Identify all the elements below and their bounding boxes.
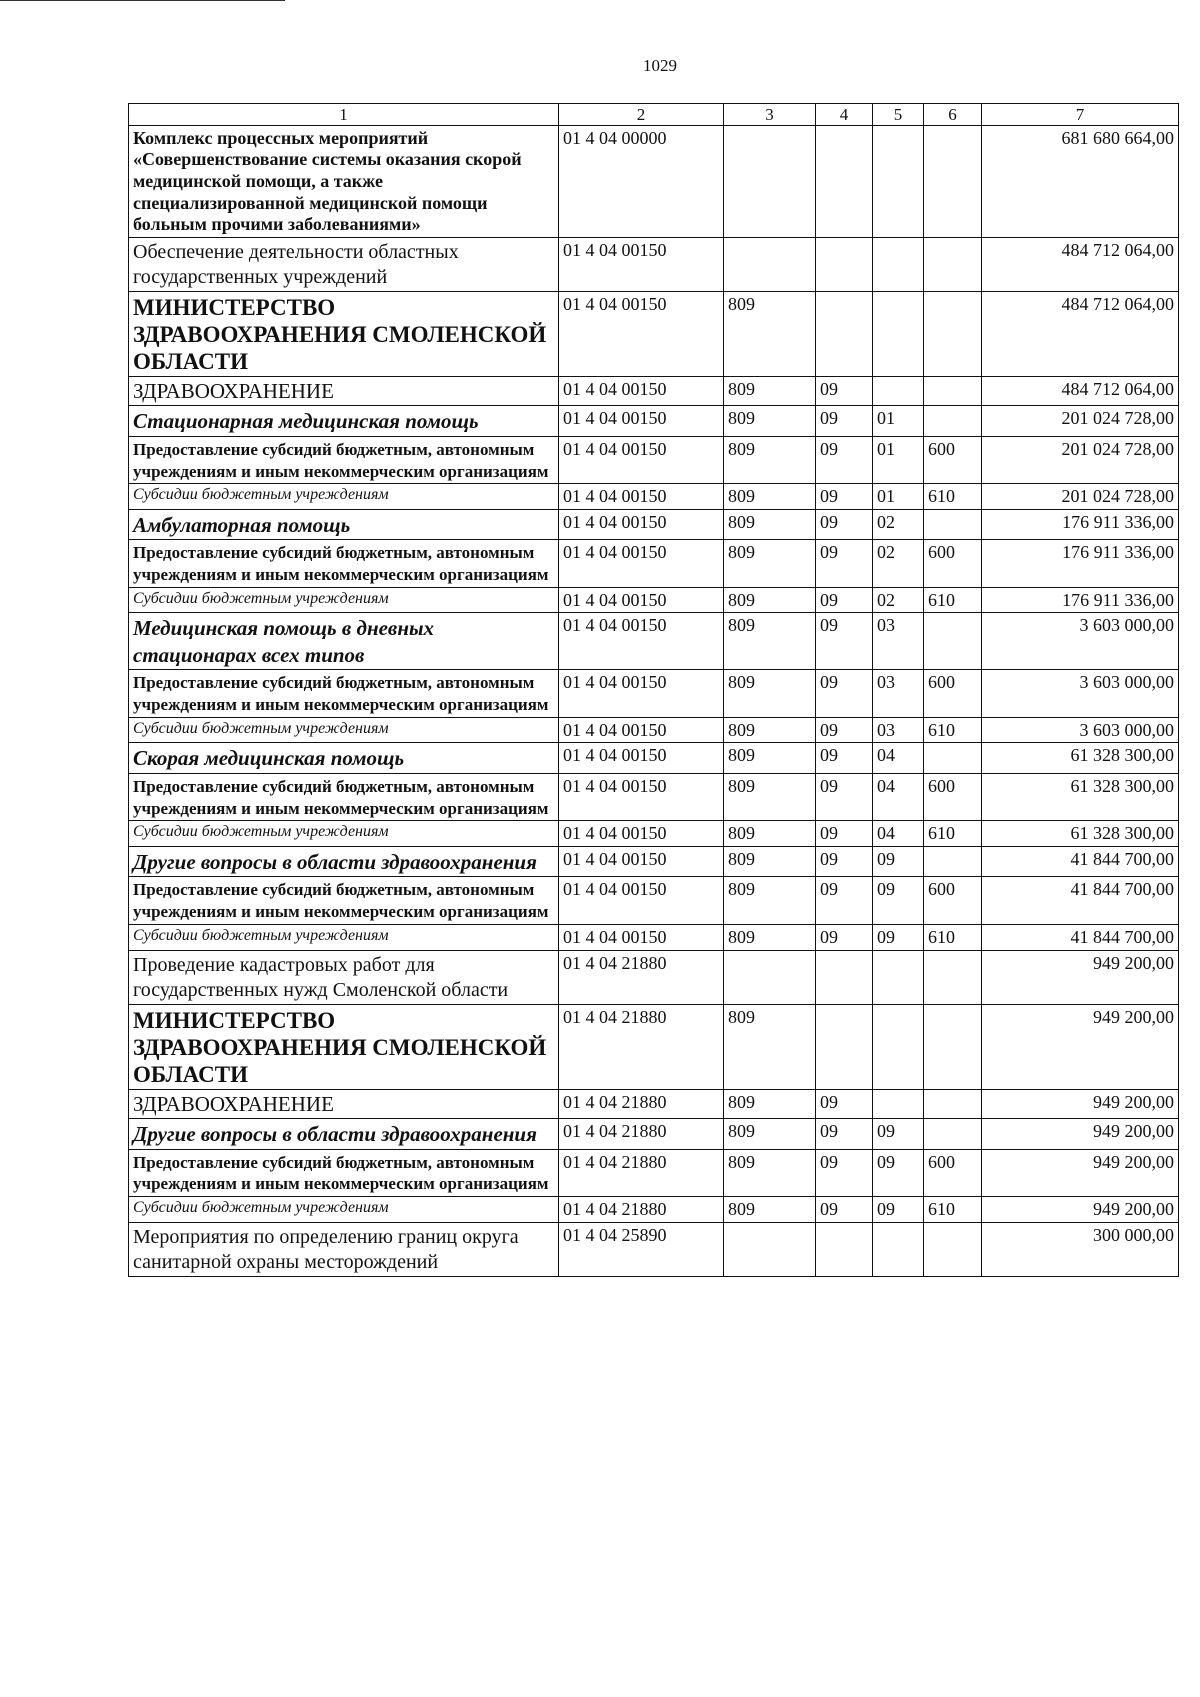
ministry-code-cell: [724, 950, 816, 1004]
name-cell: МИНИСТЕРСТВО ЗДРАВООХРАНЕНИЯ СМОЛЕНСКОЙ ОБЛАСТИ: [129, 291, 559, 376]
section-code-cell: 09: [816, 877, 873, 925]
subsection-code-cell: 03: [873, 717, 924, 743]
subsection-code-cell: 09: [873, 1197, 924, 1223]
subsection-code-cell: [873, 291, 924, 376]
name-cell: Субсидии бюджетным учреждениям: [129, 821, 559, 847]
table-row: [129, 877, 1179, 925]
amount-cell: 41 844 700,00: [982, 877, 1179, 925]
target-article-cell: 01 4 04 00150: [559, 670, 724, 718]
name-cell: Другие вопросы в области здравоохранения: [129, 847, 559, 877]
amount-cell: 61 328 300,00: [982, 743, 1179, 773]
ministry-code-cell: [724, 237, 816, 291]
section-code-cell: [816, 291, 873, 376]
subsection-code-cell: 03: [873, 670, 924, 718]
header-cell-1: 1: [129, 104, 559, 126]
section-code-cell: 09: [816, 1089, 873, 1118]
table-row: [129, 773, 1179, 821]
amount-cell: 484 712 064,00: [982, 237, 1179, 291]
target-article-cell: 01 4 04 00150: [559, 924, 724, 950]
ministry-code-cell: [724, 1222, 816, 1276]
amount-cell: 949 200,00: [982, 1119, 1179, 1149]
amount-cell: 949 200,00: [982, 1149, 1179, 1197]
name-cell: ЗДРАВООХРАНЕНИЕ: [129, 377, 559, 406]
subsection-code-cell: 09: [873, 847, 924, 877]
name-cell: Медицинская помощь в дневных стационарах всех типов: [129, 613, 559, 670]
amount-cell: 681 680 664,00: [982, 125, 1179, 237]
table-row: [129, 509, 1179, 539]
amount-cell: 949 200,00: [982, 1004, 1179, 1089]
ministry-code-cell: 809: [724, 821, 816, 847]
target-article-cell: 01 4 04 21880: [559, 950, 724, 1004]
ministry-code-cell: 809: [724, 877, 816, 925]
table-row: [129, 484, 1179, 510]
table-row: [129, 1149, 1179, 1197]
table-row: [129, 125, 1179, 237]
table-row: [129, 924, 1179, 950]
ministry-code-cell: 809: [724, 1119, 816, 1149]
section-code-cell: 09: [816, 847, 873, 877]
table-row: [129, 436, 1179, 484]
target-article-cell: 01 4 04 21880: [559, 1197, 724, 1223]
table-row: [129, 950, 1179, 1004]
expense-type-cell: 610: [924, 717, 982, 743]
section-code-cell: 09: [816, 821, 873, 847]
table-row: [129, 670, 1179, 718]
target-article-cell: 01 4 04 00150: [559, 743, 724, 773]
subsection-code-cell: 01: [873, 436, 924, 484]
section-code-cell: [816, 1222, 873, 1276]
expense-type-cell: [924, 237, 982, 291]
expense-type-cell: [924, 1004, 982, 1089]
table-row: [129, 613, 1179, 670]
ministry-code-cell: 809: [724, 717, 816, 743]
section-code-cell: 09: [816, 540, 873, 588]
ministry-code-cell: 809: [724, 1089, 816, 1118]
target-article-cell: 01 4 04 00000: [559, 125, 724, 237]
expense-type-cell: 600: [924, 877, 982, 925]
ministry-code-cell: 809: [724, 773, 816, 821]
expense-type-cell: 600: [924, 540, 982, 588]
target-article-cell: 01 4 04 00150: [559, 509, 724, 539]
budget-table: [128, 103, 1179, 1277]
target-article-cell: 01 4 04 21880: [559, 1004, 724, 1089]
section-code-cell: 09: [816, 924, 873, 950]
expense-type-cell: [924, 1119, 982, 1149]
subsection-code-cell: [873, 1222, 924, 1276]
ministry-code-cell: 809: [724, 540, 816, 588]
section-code-cell: 09: [816, 406, 873, 436]
name-cell: Субсидии бюджетным учреждениям: [129, 1197, 559, 1223]
section-code-cell: 09: [816, 1197, 873, 1223]
table-row: [129, 847, 1179, 877]
target-article-cell: 01 4 04 21880: [559, 1149, 724, 1197]
name-cell: Проведение кадастровых работ для государственных нужд Смоленской области: [129, 950, 559, 1004]
expense-type-cell: [924, 509, 982, 539]
page-number: 1029: [643, 56, 677, 75]
subsection-code-cell: [873, 237, 924, 291]
ministry-code-cell: 809: [724, 1197, 816, 1223]
target-article-cell: 01 4 04 00150: [559, 877, 724, 925]
header-row: [129, 104, 1179, 126]
target-article-cell: 01 4 04 00150: [559, 291, 724, 376]
ministry-code-cell: 809: [724, 743, 816, 773]
subsection-code-cell: [873, 377, 924, 406]
name-cell: МИНИСТЕРСТВО ЗДРАВООХРАНЕНИЯ СМОЛЕНСКОЙ ОБЛАСТИ: [129, 1004, 559, 1089]
subsection-code-cell: 04: [873, 773, 924, 821]
header-cell-7: 7: [982, 104, 1179, 126]
table-body: [129, 104, 1179, 1277]
section-code-cell: [816, 1004, 873, 1089]
section-code-cell: 09: [816, 587, 873, 613]
section-code-cell: 09: [816, 670, 873, 718]
name-cell: Субсидии бюджетным учреждениям: [129, 587, 559, 613]
ministry-code-cell: 809: [724, 436, 816, 484]
amount-cell: 949 200,00: [982, 1197, 1179, 1223]
scan-corner-line: [0, 0, 285, 1]
name-cell: Комплекс процессных мероприятий «Совершенствование системы оказания скорой медицинской помощи, а также специализированной медицинской помощи больным прочими заболеваниями»: [129, 125, 559, 237]
expense-type-cell: 610: [924, 587, 982, 613]
subsection-code-cell: 02: [873, 540, 924, 588]
expense-type-cell: 600: [924, 436, 982, 484]
target-article-cell: 01 4 04 00150: [559, 613, 724, 670]
header-cell-5: 5: [873, 104, 924, 126]
expense-type-cell: 600: [924, 1149, 982, 1197]
ministry-code-cell: 809: [724, 613, 816, 670]
target-article-cell: 01 4 04 00150: [559, 540, 724, 588]
table-row: [129, 717, 1179, 743]
target-article-cell: 01 4 04 00150: [559, 237, 724, 291]
header-cell-6: 6: [924, 104, 982, 126]
section-code-cell: 09: [816, 436, 873, 484]
name-cell: Субсидии бюджетным учреждениям: [129, 484, 559, 510]
name-cell: Другие вопросы в области здравоохранения: [129, 1119, 559, 1149]
section-code-cell: 09: [816, 743, 873, 773]
name-cell: Предоставление субсидий бюджетным, автономным учреждениям и иным некоммерческим организациям: [129, 1149, 559, 1197]
name-cell: Стационарная медицинская помощь: [129, 406, 559, 436]
subsection-code-cell: 02: [873, 509, 924, 539]
section-code-cell: [816, 237, 873, 291]
section-code-cell: 09: [816, 1119, 873, 1149]
expense-type-cell: 600: [924, 773, 982, 821]
expense-type-cell: [924, 125, 982, 237]
expense-type-cell: [924, 377, 982, 406]
ministry-code-cell: [724, 125, 816, 237]
section-code-cell: [816, 125, 873, 237]
target-article-cell: 01 4 04 00150: [559, 406, 724, 436]
section-code-cell: 09: [816, 484, 873, 510]
amount-cell: 201 024 728,00: [982, 484, 1179, 510]
table-row: [129, 237, 1179, 291]
name-cell: Предоставление субсидий бюджетным, автономным учреждениям и иным некоммерческим организациям: [129, 540, 559, 588]
target-article-cell: 01 4 04 21880: [559, 1089, 724, 1118]
header-cell-2: 2: [559, 104, 724, 126]
target-article-cell: 01 4 04 00150: [559, 717, 724, 743]
expense-type-cell: [924, 847, 982, 877]
ministry-code-cell: 809: [724, 291, 816, 376]
target-article-cell: 01 4 04 00150: [559, 377, 724, 406]
amount-cell: 201 024 728,00: [982, 436, 1179, 484]
name-cell: Предоставление субсидий бюджетным, автономным учреждениям и иным некоммерческим организациям: [129, 773, 559, 821]
table-row: [129, 377, 1179, 406]
amount-cell: 3 603 000,00: [982, 613, 1179, 670]
header-cell-4: 4: [816, 104, 873, 126]
subsection-code-cell: [873, 950, 924, 1004]
table-row: [129, 1222, 1179, 1276]
amount-cell: 949 200,00: [982, 1089, 1179, 1118]
expense-type-cell: [924, 291, 982, 376]
target-article-cell: 01 4 04 00150: [559, 587, 724, 613]
section-code-cell: 09: [816, 377, 873, 406]
subsection-code-cell: 09: [873, 1149, 924, 1197]
ministry-code-cell: 809: [724, 847, 816, 877]
table-row: [129, 1004, 1179, 1089]
amount-cell: 176 911 336,00: [982, 540, 1179, 588]
ministry-code-cell: 809: [724, 484, 816, 510]
section-code-cell: 09: [816, 509, 873, 539]
name-cell: Субсидии бюджетным учреждениям: [129, 717, 559, 743]
ministry-code-cell: 809: [724, 406, 816, 436]
name-cell: Предоставление субсидий бюджетным, автономным учреждениям и иным некоммерческим организациям: [129, 877, 559, 925]
ministry-code-cell: 809: [724, 1149, 816, 1197]
amount-cell: 176 911 336,00: [982, 509, 1179, 539]
ministry-code-cell: 809: [724, 670, 816, 718]
subsection-code-cell: 01: [873, 406, 924, 436]
amount-cell: 176 911 336,00: [982, 587, 1179, 613]
amount-cell: 300 000,00: [982, 1222, 1179, 1276]
subsection-code-cell: 02: [873, 587, 924, 613]
amount-cell: 3 603 000,00: [982, 670, 1179, 718]
ministry-code-cell: 809: [724, 1004, 816, 1089]
subsection-code-cell: [873, 1004, 924, 1089]
section-code-cell: 09: [816, 1149, 873, 1197]
table-row: [129, 1197, 1179, 1223]
table-row: [129, 821, 1179, 847]
target-article-cell: 01 4 04 00150: [559, 821, 724, 847]
amount-cell: 484 712 064,00: [982, 291, 1179, 376]
name-cell: Амбулаторная помощь: [129, 509, 559, 539]
expense-type-cell: [924, 743, 982, 773]
subsection-code-cell: 04: [873, 743, 924, 773]
table-row: [129, 540, 1179, 588]
subsection-code-cell: [873, 1089, 924, 1118]
table-row: [129, 1089, 1179, 1118]
header-cell-3: 3: [724, 104, 816, 126]
expense-type-cell: 610: [924, 484, 982, 510]
subsection-code-cell: 09: [873, 924, 924, 950]
name-cell: Мероприятия по определению границ округа санитарной охраны месторождений: [129, 1222, 559, 1276]
amount-cell: 61 328 300,00: [982, 773, 1179, 821]
amount-cell: 484 712 064,00: [982, 377, 1179, 406]
expense-type-cell: 610: [924, 1197, 982, 1223]
target-article-cell: 01 4 04 00150: [559, 847, 724, 877]
expense-type-cell: [924, 613, 982, 670]
subsection-code-cell: 04: [873, 821, 924, 847]
expense-type-cell: 610: [924, 821, 982, 847]
target-article-cell: 01 4 04 00150: [559, 484, 724, 510]
section-code-cell: [816, 950, 873, 1004]
table-row: [129, 291, 1179, 376]
table-row: [129, 587, 1179, 613]
name-cell: Скорая медицинская помощь: [129, 743, 559, 773]
ministry-code-cell: 809: [724, 587, 816, 613]
name-cell: Обеспечение деятельности областных государственных учреждений: [129, 237, 559, 291]
expense-type-cell: [924, 1222, 982, 1276]
table-row: [129, 743, 1179, 773]
amount-cell: 61 328 300,00: [982, 821, 1179, 847]
name-cell: ЗДРАВООХРАНЕНИЕ: [129, 1089, 559, 1118]
ministry-code-cell: 809: [724, 377, 816, 406]
expense-type-cell: [924, 406, 982, 436]
expense-type-cell: 600: [924, 670, 982, 718]
amount-cell: 41 844 700,00: [982, 924, 1179, 950]
section-code-cell: 09: [816, 717, 873, 743]
subsection-code-cell: [873, 125, 924, 237]
expense-type-cell: 610: [924, 924, 982, 950]
amount-cell: 41 844 700,00: [982, 847, 1179, 877]
target-article-cell: 01 4 04 00150: [559, 436, 724, 484]
ministry-code-cell: 809: [724, 924, 816, 950]
expense-type-cell: [924, 950, 982, 1004]
name-cell: Предоставление субсидий бюджетным, автономным учреждениям и иным некоммерческим организациям: [129, 670, 559, 718]
table-row: [129, 406, 1179, 436]
name-cell: Предоставление субсидий бюджетным, автономным учреждениям и иным некоммерческим организациям: [129, 436, 559, 484]
subsection-code-cell: 09: [873, 1119, 924, 1149]
name-cell: Субсидии бюджетным учреждениям: [129, 924, 559, 950]
ministry-code-cell: 809: [724, 509, 816, 539]
target-article-cell: 01 4 04 21880: [559, 1119, 724, 1149]
table-row: [129, 1119, 1179, 1149]
section-code-cell: 09: [816, 773, 873, 821]
amount-cell: 3 603 000,00: [982, 717, 1179, 743]
amount-cell: 949 200,00: [982, 950, 1179, 1004]
target-article-cell: 01 4 04 25890: [559, 1222, 724, 1276]
expense-type-cell: [924, 1089, 982, 1118]
subsection-code-cell: 01: [873, 484, 924, 510]
amount-cell: 201 024 728,00: [982, 406, 1179, 436]
subsection-code-cell: 09: [873, 877, 924, 925]
section-code-cell: 09: [816, 613, 873, 670]
target-article-cell: 01 4 04 00150: [559, 773, 724, 821]
subsection-code-cell: 03: [873, 613, 924, 670]
